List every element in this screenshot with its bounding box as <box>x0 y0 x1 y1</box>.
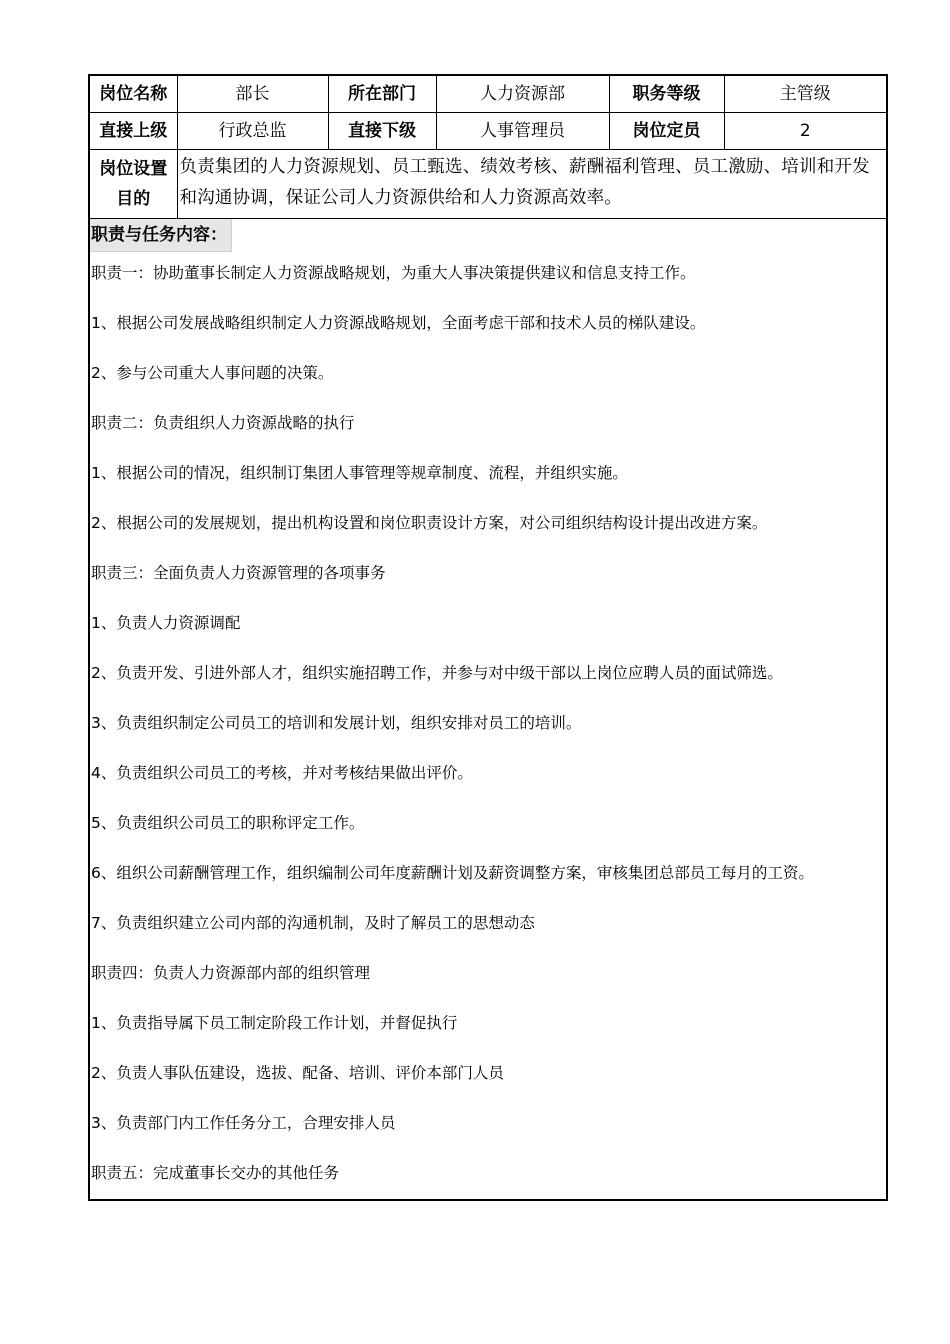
job-info-row-1 <box>90 76 886 113</box>
purpose-label-line1: 岗位设置 <box>99 159 168 179</box>
duty-line: 职责二：负责组织人力资源战略的执行 <box>91 414 355 432</box>
duty-line: 1、负责指导属下员工制定阶段工作计划，并督促执行 <box>91 1014 458 1032</box>
direct-superior-label: 直接上级 <box>90 113 177 150</box>
headcount-label: 岗位定员 <box>609 113 724 150</box>
duty-line: 1、根据公司的情况，组织制订集团人事管理等规章制度、流程，并组织实施。 <box>91 464 628 482</box>
headcount-value: 2 <box>724 113 886 150</box>
department-label: 所在部门 <box>328 76 436 113</box>
purpose-row <box>90 150 886 219</box>
duty-line: 7、负责组织建立公司内部的沟通机制，及时了解员工的思想动态 <box>91 914 535 932</box>
duty-line: 职责一：协助董事长制定人力资源战略规划，为重大人事决策提供建议和信息支持工作。 <box>91 264 696 282</box>
duty-line: 3、负责组织制定公司员工的培训和发展计划，组织安排对员工的培训。 <box>91 714 582 732</box>
duty-line: 2、参与公司重大人事问题的决策。 <box>91 364 334 382</box>
duty-line: 6、组织公司薪酬管理工作，组织编制公司年度薪酬计划及薪资调整方案，审核集团总部员工每月的工资。 <box>91 864 814 882</box>
duty-line: 3、负责部门内工作任务分工，合理安排人员 <box>91 1114 396 1132</box>
purpose-label-line2: 目的 <box>116 189 151 209</box>
grade-label: 职务等级 <box>609 76 724 113</box>
duty-line: 2、负责开发、引进外部人才，组织实施招聘工作，并参与对中级干部以上岗位应聘人员的面试筛选。 <box>91 664 783 682</box>
job-description-sheet <box>88 74 888 1201</box>
job-info-table <box>90 76 886 219</box>
purpose-label <box>90 150 177 219</box>
duty-line: 职责五：完成董事长交办的其他任务 <box>91 1164 340 1182</box>
duty-line: 2、根据公司的发展规划，提出机构设置和岗位职责设计方案，对公司组织结构设计提出改进方案。 <box>91 514 768 532</box>
duties-heading: 职责与任务内容： <box>90 219 232 252</box>
duties-section <box>90 219 886 1213</box>
duty-line: 5、负责组织公司员工的职称评定工作。 <box>91 814 365 832</box>
duty-line: 职责四：负责人力资源部内部的组织管理 <box>91 964 371 982</box>
direct-subordinate-value: 人事管理员 <box>436 113 609 150</box>
duties-list <box>90 263 886 1213</box>
duty-line: 2、负责人事队伍建设，选拔、配备、培训、评价本部门人员 <box>91 1064 504 1082</box>
direct-subordinate-label: 直接下级 <box>328 113 436 150</box>
position-name-value: 部长 <box>177 76 328 113</box>
duty-line: 1、根据公司发展战略组织制定人力资源战略规划，全面考虑干部和技术人员的梯队建设。 <box>91 314 706 332</box>
position-name-label: 岗位名称 <box>90 76 177 113</box>
duty-line: 职责三：全面负责人力资源管理的各项事务 <box>91 564 386 582</box>
job-info-row-2 <box>90 113 886 150</box>
department-value: 人力资源部 <box>436 76 609 113</box>
duty-line: 4、负责组织公司员工的考核，并对考核结果做出评价。 <box>91 764 473 782</box>
purpose-text: 负责集团的人力资源规划、员工甄选、绩效考核、薪酬福利管理、员工激励、培训和开发和沟通协调，保证公司人力资源供给和人力资源高效率。 <box>177 150 886 219</box>
duty-line: 1、负责人力资源调配 <box>91 614 241 632</box>
grade-value: 主管级 <box>724 76 886 113</box>
direct-superior-value: 行政总监 <box>177 113 328 150</box>
